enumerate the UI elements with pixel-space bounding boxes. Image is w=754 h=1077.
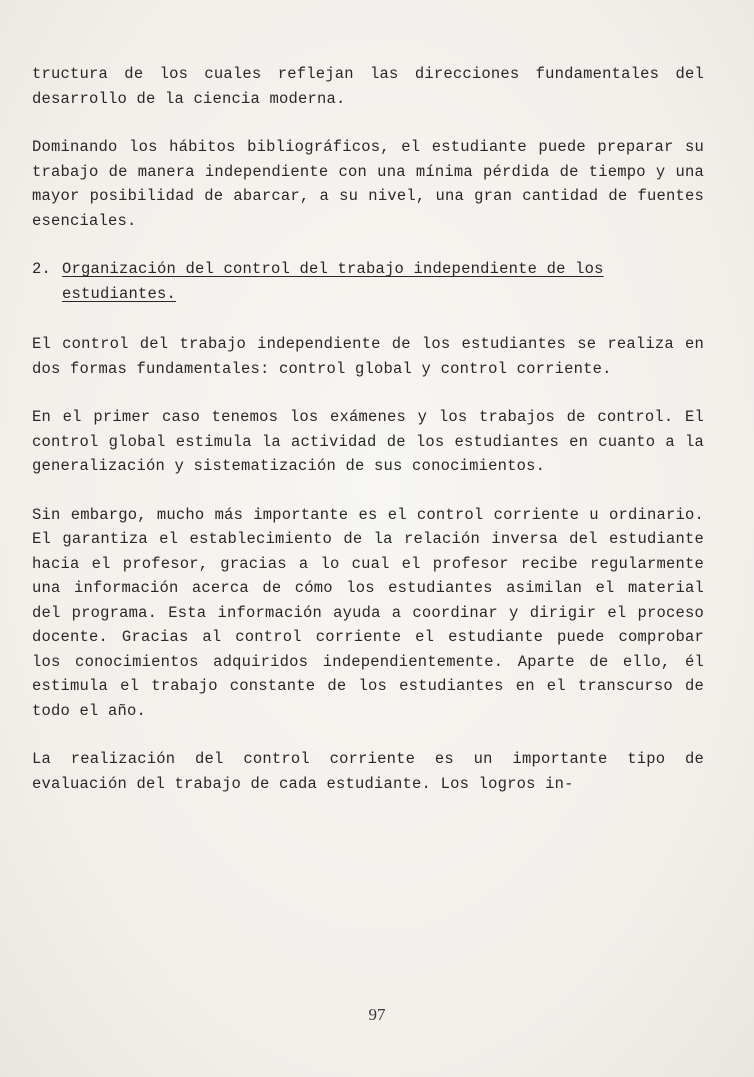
- paragraph-global-control: En el primer caso tenemos los exámenes y los trabajos de control. El control global estimula la actividad de los estudiantes en cuanto a la generalización y sistematización de sus conocimientos.: [32, 408, 704, 475]
- paragraph-bibliographic-habits: Dominando los hábitos bibliográficos, el estudiante puede preparar su trabajo de manera independiente con una mínima pérdida de tiempo y una mayor posibilidad de abarcar, a su nivel, una gran cantidad de fuentes esenciales.: [32, 138, 704, 230]
- page-text: [32, 62, 704, 820]
- paragraph-control-forms: El control del trabajo independiente de los estudiantes se realiza en dos formas fundamentales: control global y control corriente.: [32, 335, 704, 378]
- section-title: Organización del control del trabajo independiente de los estudiantes.: [62, 260, 604, 303]
- paragraph-ordinary-control: Sin embargo, mucho más importante es el control corriente u ordinario. El garantiza el establecimiento de la relación inversa del estudiante hacia el profesor, gracias a lo cual el profesor recibe regularmente una información acerca de cómo los estudiantes asimilan el material del programa. Esta información ayuda a coordinar y dirigir el proceso docente. Gracias al control corriente el estudiante puede comprobar los conocimientos adquiridos independientemente. Aparte de ello, él estimula el trabajo constante de los estudiantes en el transcurso de todo el año.: [32, 505, 704, 720]
- page-number: 97: [368, 1005, 386, 1024]
- paragraph-evaluation: La realización del control corriente es un importante tipo de evaluación del trabajo de cada estudiante. Los logros in-: [32, 750, 704, 793]
- section-heading: [32, 257, 704, 306]
- section-number: 2.: [32, 260, 52, 278]
- paragraph-continuation: tructura de los cuales reflejan las direcciones fundamentales del desarrollo de la ciencia moderna.: [32, 65, 704, 108]
